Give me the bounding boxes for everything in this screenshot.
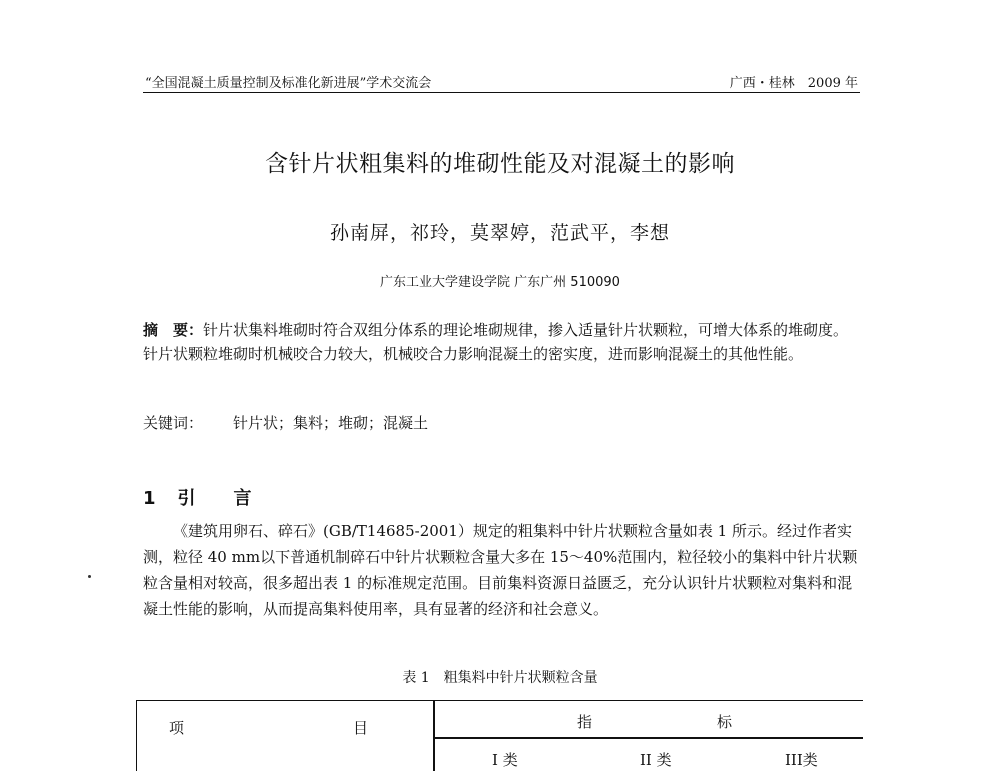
- conference-name: “全国混凝土质量控制及标准化新进展”学术交流会: [145, 76, 432, 91]
- table-header-index-b: 标: [717, 713, 733, 731]
- intro-paragraph: 《建筑用卵石、碎石》(GB/T14685-2001）规定的粗集料中针片状颗粒含量如表 1 所示。经过作者实测，粒径 40 mm以下普通机制碎石中针片状颗粒含量大多在 15～40%范围内，粒径较小的集料中针片状颗粒含量相对较高，很多超出表 1 的标准规定范围。目前集料资源日益匮乏，充分认识针片状颗粒对集料和混凝土性能的影响，从而提高集料使用率，具有显著的经济和社会意义。: [143, 522, 858, 618]
- abstract-label: 摘 要：: [143, 321, 204, 339]
- abstract: [143, 318, 860, 366]
- table-caption-text: 粗集料中针片状颗粒含量: [443, 670, 598, 686]
- table-1: [136, 700, 863, 771]
- abstract-text: 针片状集料堆砌时符合双组分体系的理论堆砌规律，掺入适量针片状颗粒，可增大体系的堆砌度。针片状颗粒堆砌时机械咬合力较大，机械咬合力影响混凝土的密实度，进而影响混凝土的其他性能。: [143, 321, 849, 363]
- table-column-class-2: II 类: [640, 751, 672, 769]
- paper-title: 含针片状粗集料的堆砌性能及对混凝土的影响: [265, 151, 735, 177]
- table-column-class-1: I 类: [492, 751, 518, 769]
- running-header: [143, 70, 860, 93]
- scan-speck: [88, 575, 91, 578]
- table-caption-label: 表 1: [402, 670, 430, 686]
- section-title: 引言: [177, 488, 290, 509]
- paper-affiliation: 广东工业大学建设学院 广东广州 510090: [380, 275, 620, 290]
- table-header-item-b: 目: [353, 719, 369, 737]
- keywords-label: 关键词：: [143, 414, 204, 432]
- table-header-index-a: 指: [577, 713, 593, 731]
- table-column-divider: [433, 701, 435, 771]
- table-header-divider: [433, 737, 863, 739]
- location-year: 广西・桂林 2009 年: [729, 76, 858, 91]
- section-heading-intro: [143, 484, 290, 510]
- table-header-item-a: 项: [169, 719, 185, 737]
- paper-authors: 孙南屏，祁玲，莫翠婷，范武平，李想: [329, 222, 670, 244]
- table-caption: [0, 667, 1000, 687]
- section-number: 1: [143, 488, 156, 509]
- table-column-class-3: III类: [785, 751, 818, 769]
- keywords-text: 针片状；集料；堆砌；混凝土: [233, 414, 429, 432]
- keywords: [143, 412, 860, 433]
